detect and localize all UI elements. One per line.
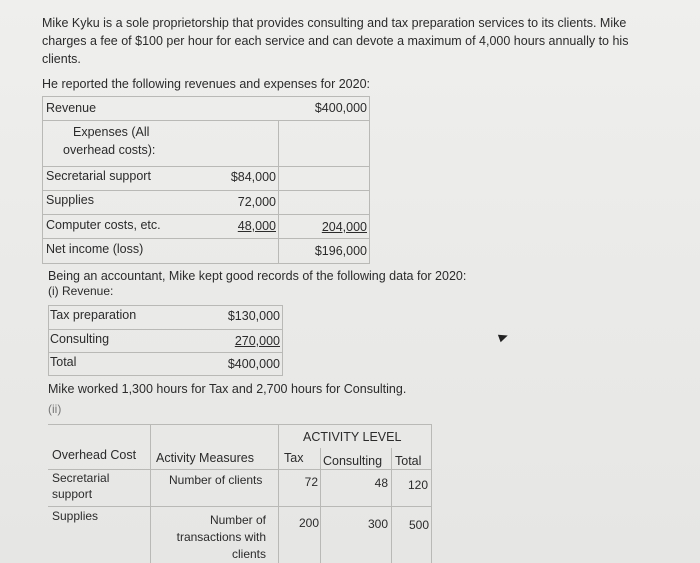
expenses-total: 204,000 — [321, 220, 367, 234]
col-overhead-cost: Overhead Cost — [52, 448, 137, 462]
expense-amount: 48,000 — [237, 219, 276, 233]
expenses-header-line1: Expenses (All — [73, 125, 150, 139]
expense-amount: 72,000 — [237, 195, 276, 209]
overhead-cost-label: Supplies — [52, 509, 99, 523]
expense-amount: $84,000 — [230, 170, 276, 184]
col-total: Total — [395, 454, 422, 468]
revenue-label: Revenue — [46, 101, 97, 115]
total-value: 500 — [408, 518, 429, 532]
col-activity-measures: Activity Measures — [156, 451, 254, 465]
total-value: 120 — [407, 478, 428, 492]
net-income-label: Net income (loss) — [46, 242, 144, 256]
revenue-row-value: $400,000 — [227, 357, 280, 371]
expenses-header-line2: overhead costs): — [63, 143, 156, 157]
overhead-cost-label-cont: support — [52, 487, 93, 501]
tax-value: 200 — [298, 516, 319, 530]
tax-value: 72 — [304, 475, 318, 489]
net-income-value: $196,000 — [314, 244, 367, 258]
revenue-row-label: Consulting — [50, 332, 110, 346]
expense-label: Computer costs, etc. — [46, 218, 161, 232]
hours-text: Mike worked 1,300 hours for Tax and 2,700 hours for Consulting. — [48, 382, 407, 396]
overhead-cost-label: Secretarial — [52, 471, 110, 485]
activity-measure-cont: transactions with — [176, 530, 266, 544]
revenue-row-value: $130,000 — [227, 309, 280, 323]
activity-measure: Number of — [209, 513, 266, 527]
revenue-value: $400,000 — [314, 101, 367, 115]
col-tax: Tax — [284, 451, 304, 465]
activity-level-header: ACTIVITY LEVEL — [303, 430, 402, 444]
intro-paragraph: Mike Kyku is a sole proprietorship that provides consulting and tax preparation services to its clients. Mike charges a fee of $100 per hour for each service and can devote a maximum of 4,000 hours annually to his clients. — [42, 16, 629, 67]
revenue-heading: (i) Revenue: — [48, 284, 114, 298]
records-text: Being an accountant, Mike kept good records of the following data for 2020: — [48, 269, 467, 283]
expense-label: Secretarial support — [46, 169, 151, 183]
activity-measure: Number of clients — [169, 473, 263, 487]
consulting-value: 48 — [374, 476, 388, 490]
col-consulting: Consulting — [323, 454, 383, 468]
activity-measure-cont: clients — [231, 547, 266, 561]
part-ii-label: (ii) — [48, 402, 62, 416]
revenue-row-label: Tax preparation — [50, 308, 137, 322]
reported-text: He reported the following revenues and expenses for 2020: — [42, 77, 370, 91]
revenue-row-value: 270,000 — [234, 334, 280, 348]
consulting-value: 300 — [367, 517, 388, 531]
revenue-row-label: Total — [50, 355, 77, 369]
expense-label: Supplies — [46, 193, 94, 207]
mouse-cursor-icon — [498, 332, 509, 343]
